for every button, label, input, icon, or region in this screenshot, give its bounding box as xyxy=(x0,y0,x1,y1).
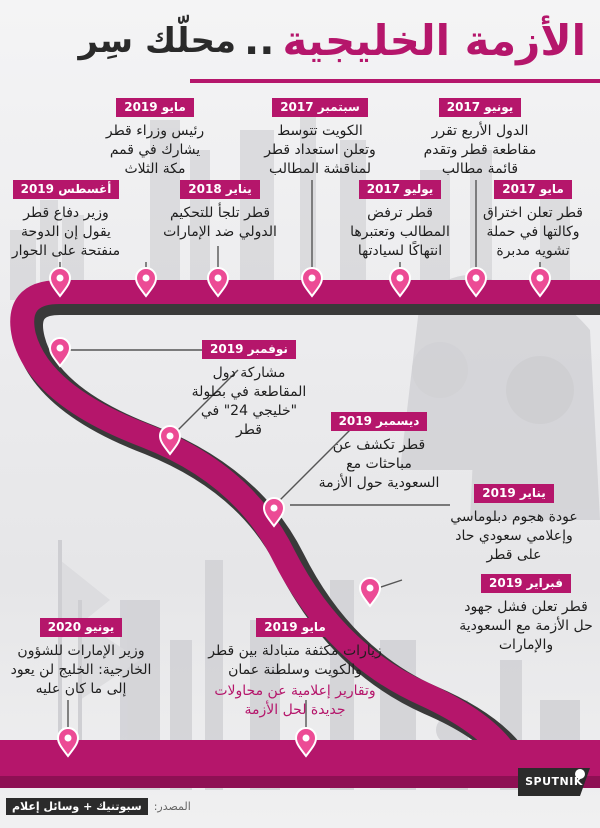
event-text: زيارات مكثفة متبادلة بين قطر والكويت وسلطنة عمان xyxy=(208,643,382,678)
event-text: قطر تعلن فشل جهود حل الأزمة مع السعودية والإمارات xyxy=(459,599,593,653)
event-text: قطر تلجأ للتحكيم الدولي ضد الإمارات xyxy=(163,205,277,240)
event-date: يناير 2019 xyxy=(474,484,553,503)
event-text: قطر ترفض المطالب وتعتبرها انتهاكًا لسيادتها xyxy=(350,205,450,259)
title-underline xyxy=(190,79,600,83)
source-credit xyxy=(6,798,191,815)
event-text: قطر تعلن اختراق وكالتها في حملة تشويه مدبرة xyxy=(483,205,583,259)
source-label: المصدر: xyxy=(153,800,191,813)
event-jan-2019 xyxy=(446,482,582,565)
event-text: قطر تكشف عن مباحثات مع السعودية حول الأزمة xyxy=(318,437,440,491)
event-text: رئيس وزراء قطر يشارك في قمم مكة الثلاث xyxy=(105,123,205,177)
event-date: سبتمبر 2017 xyxy=(272,98,368,117)
title-subtitle: محلّك سِر xyxy=(78,21,237,61)
event-feb-2019 xyxy=(456,572,596,655)
event-sep-2017 xyxy=(262,96,378,179)
title-separator: .. xyxy=(244,18,275,64)
event-date: مايو 2017 xyxy=(494,180,572,199)
sputnik-logo xyxy=(518,768,590,796)
logo-text: SPUTNIK xyxy=(525,775,583,788)
source-value: سبوتنيك + وسائل إعلام xyxy=(6,798,148,815)
event-text: وزير الإمارات للشؤون الخارجية: الخليج لن يعود إلى ما كان عليه xyxy=(10,643,152,697)
event-text: وزير دفاع قطر يقول إن الدوحة منفتحة على الحوار xyxy=(11,205,121,259)
event-text: الدول الأربع تقرر مقاطعة قطر وتقدم قائمة مطالب xyxy=(423,123,537,177)
footer xyxy=(0,794,600,828)
event-nov-2019 xyxy=(186,338,312,440)
event-jan-2018 xyxy=(160,178,280,242)
event-date: يوليو 2017 xyxy=(359,180,442,199)
event-date: مايو 2019 xyxy=(116,98,194,117)
page-title xyxy=(6,6,586,76)
event-date: فبراير 2019 xyxy=(481,574,571,593)
event-aug-2019 xyxy=(10,178,122,261)
event-date: أغسطس 2019 xyxy=(13,180,120,199)
event-jun-2017 xyxy=(420,96,540,179)
event-jun-2020 xyxy=(6,616,156,699)
event-date: نوفمبر 2019 xyxy=(202,340,296,359)
event-may-2017 xyxy=(474,178,592,261)
event-may-2019-kuwait-oman xyxy=(200,616,390,720)
event-may-2019-mecca xyxy=(100,96,210,179)
event-dec-2019 xyxy=(318,410,440,493)
event-subtext: وتقارير إعلامية عن محاولات جديدة لحل الأزمة xyxy=(214,683,376,718)
event-date: مايو 2019 xyxy=(256,618,334,637)
event-text: عودة هجوم دبلوماسي وإعلامي سعودي حاد على قطر xyxy=(450,509,578,563)
title-main: الأزمة الخليجية xyxy=(282,16,586,65)
event-date: يونيو 2017 xyxy=(439,98,522,117)
event-date: يونيو 2020 xyxy=(40,618,123,637)
event-text: الكويت تتوسط وتعلن استعداد قطر لمناقشة المطالب xyxy=(264,123,376,177)
event-jul-2017 xyxy=(340,178,460,261)
event-date: يناير 2018 xyxy=(180,180,259,199)
event-text: مشاركة دول المقاطعة في بطولة "خليجي 24" في قطر xyxy=(191,365,307,438)
event-date: ديسمبر 2019 xyxy=(331,412,428,431)
bottom-band-shade xyxy=(0,776,600,788)
